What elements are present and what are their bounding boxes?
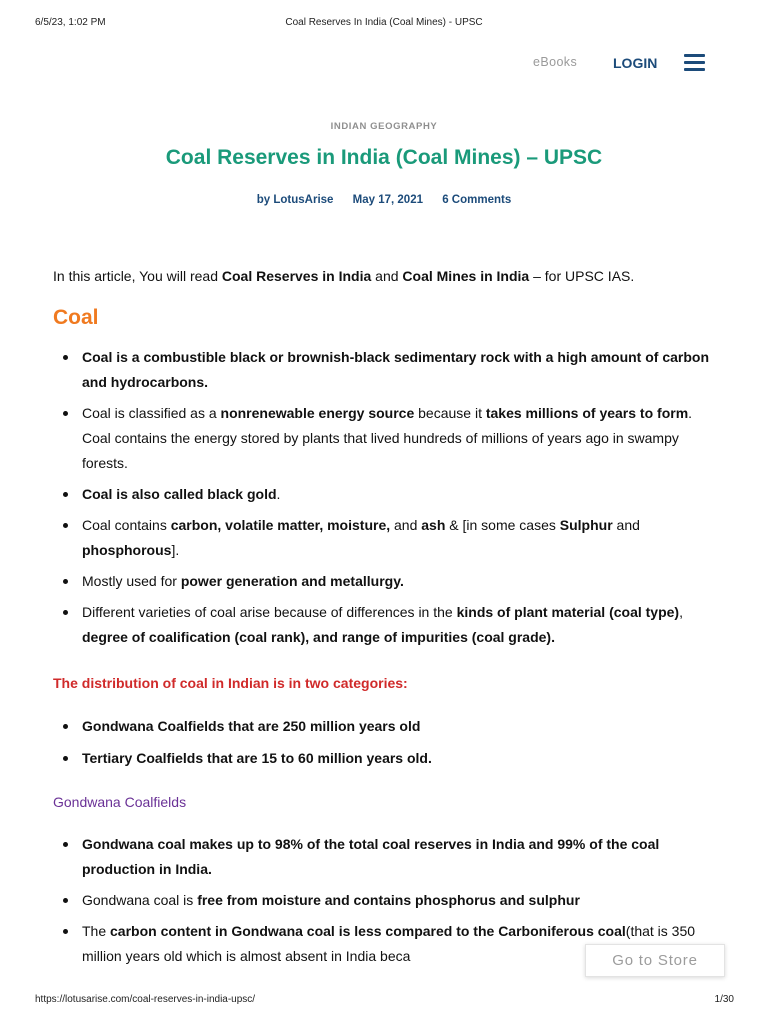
text: Coal contains [82,517,171,533]
article-meta [0,194,768,206]
list-item [53,888,723,913]
bold-text: Sulphur [559,517,613,533]
text: Gondwana coal is [82,892,198,908]
bold-text: Gondwana Coalfields that are 250 million years old [82,718,421,734]
nav-login-link[interactable]: LOGIN [613,55,658,71]
list-item [53,345,723,395]
bold-text: takes millions of years to form [485,405,689,421]
list-item [53,482,723,507]
bold-text: free from moisture and contains phosphorus and sulphur [197,892,580,908]
list-item [53,832,723,882]
bold-text: ash [421,517,446,533]
text: and [612,517,640,533]
coal-bullet-list [53,345,723,650]
bold-text: kinds of plant material (coal type) [456,604,680,620]
bold-text: Tertiary Coalfields that are 15 to 60 million years old. [82,750,432,766]
print-url: https://lotusarise.com/coal-reserves-in-india-upsc/ [35,994,256,1005]
intro-text: In this article, You will read [53,268,222,284]
intro-bold: Coal Mines in India [402,268,530,284]
print-page-number: 1/30 [714,994,734,1005]
text: . Coal contains the energy stored by plants that lived hundreds of millions of years ago in swampy forests. [82,405,693,471]
text: The [82,923,111,939]
bold-text: degree of coalification (coal rank), and range of impurities (coal grade). [82,629,555,645]
list-item [53,513,723,563]
list-item [53,401,723,476]
print-header [0,17,768,31]
intro-bold: Coal Reserves in India [221,268,372,284]
bold-text: Gondwana coal makes up to 98% of the total coal reserves in India and 99% of the coal production in India. [82,836,660,877]
text: Coal is classified as a [82,405,221,421]
text: (that is 350 million years old which is almost absent in India beca [82,923,696,964]
text: . [276,486,281,502]
list-item [53,714,723,739]
comments-link[interactable]: 6 Comments [442,194,512,206]
intro-paragraph [53,267,733,285]
text: because it [414,405,486,421]
intro-text: – for UPSC IAS. [529,268,635,284]
list-item [53,569,723,594]
go-to-store-button[interactable]: Go to Store [585,944,725,977]
print-datetime: 6/5/23, 1:02 PM [35,17,106,28]
print-page-title: Coal Reserves In India (Coal Mines) - UPSC [285,17,483,28]
intro-text: and [371,268,403,284]
menu-bar [684,68,705,71]
gondwana-heading: Gondwana Coalfields [53,794,187,810]
distribution-list [53,714,723,771]
bold-text: nonrenewable energy source [220,405,415,421]
list-item [53,600,723,650]
nav-ebooks-link[interactable]: eBooks [533,55,578,69]
text: Different varieties of coal arise because of differences in the [82,604,457,620]
distribution-heading: The distribution of coal in Indian is in two categories: [53,675,408,691]
menu-bar [684,54,705,57]
section-heading-coal: Coal [53,306,99,329]
bold-text: Coal is also called black gold [82,486,277,502]
publish-date[interactable]: May 17, 2021 [352,194,423,206]
bold-text: carbon, volatile matter, moisture, [170,517,391,533]
article-title: Coal Reserves in India (Coal Mines) – UPSC [165,146,603,169]
top-navigation [0,50,768,80]
text: , [679,604,683,620]
bold-text: carbon content in Gondwana coal is less compared to the Carboniferous coal [110,923,626,939]
text: and [390,517,422,533]
list-item [53,746,723,771]
text: Mostly used for [82,573,181,589]
author-link[interactable]: by LotusArise [256,194,334,206]
print-footer [0,994,768,1008]
bold-text: power generation and metallurgy. [180,573,404,589]
bold-text: Coal is a combustible black or brownish-black sedimentary rock with a high amount of carbon and hydrocarbons. [82,349,710,390]
text: ]. [171,542,180,558]
text: & [in some cases [445,517,560,533]
bold-text: phosphorous [82,542,172,558]
hamburger-menu-icon[interactable] [684,54,705,72]
menu-bar [684,61,705,64]
article-category[interactable]: INDIAN GEOGRAPHY [330,121,438,132]
